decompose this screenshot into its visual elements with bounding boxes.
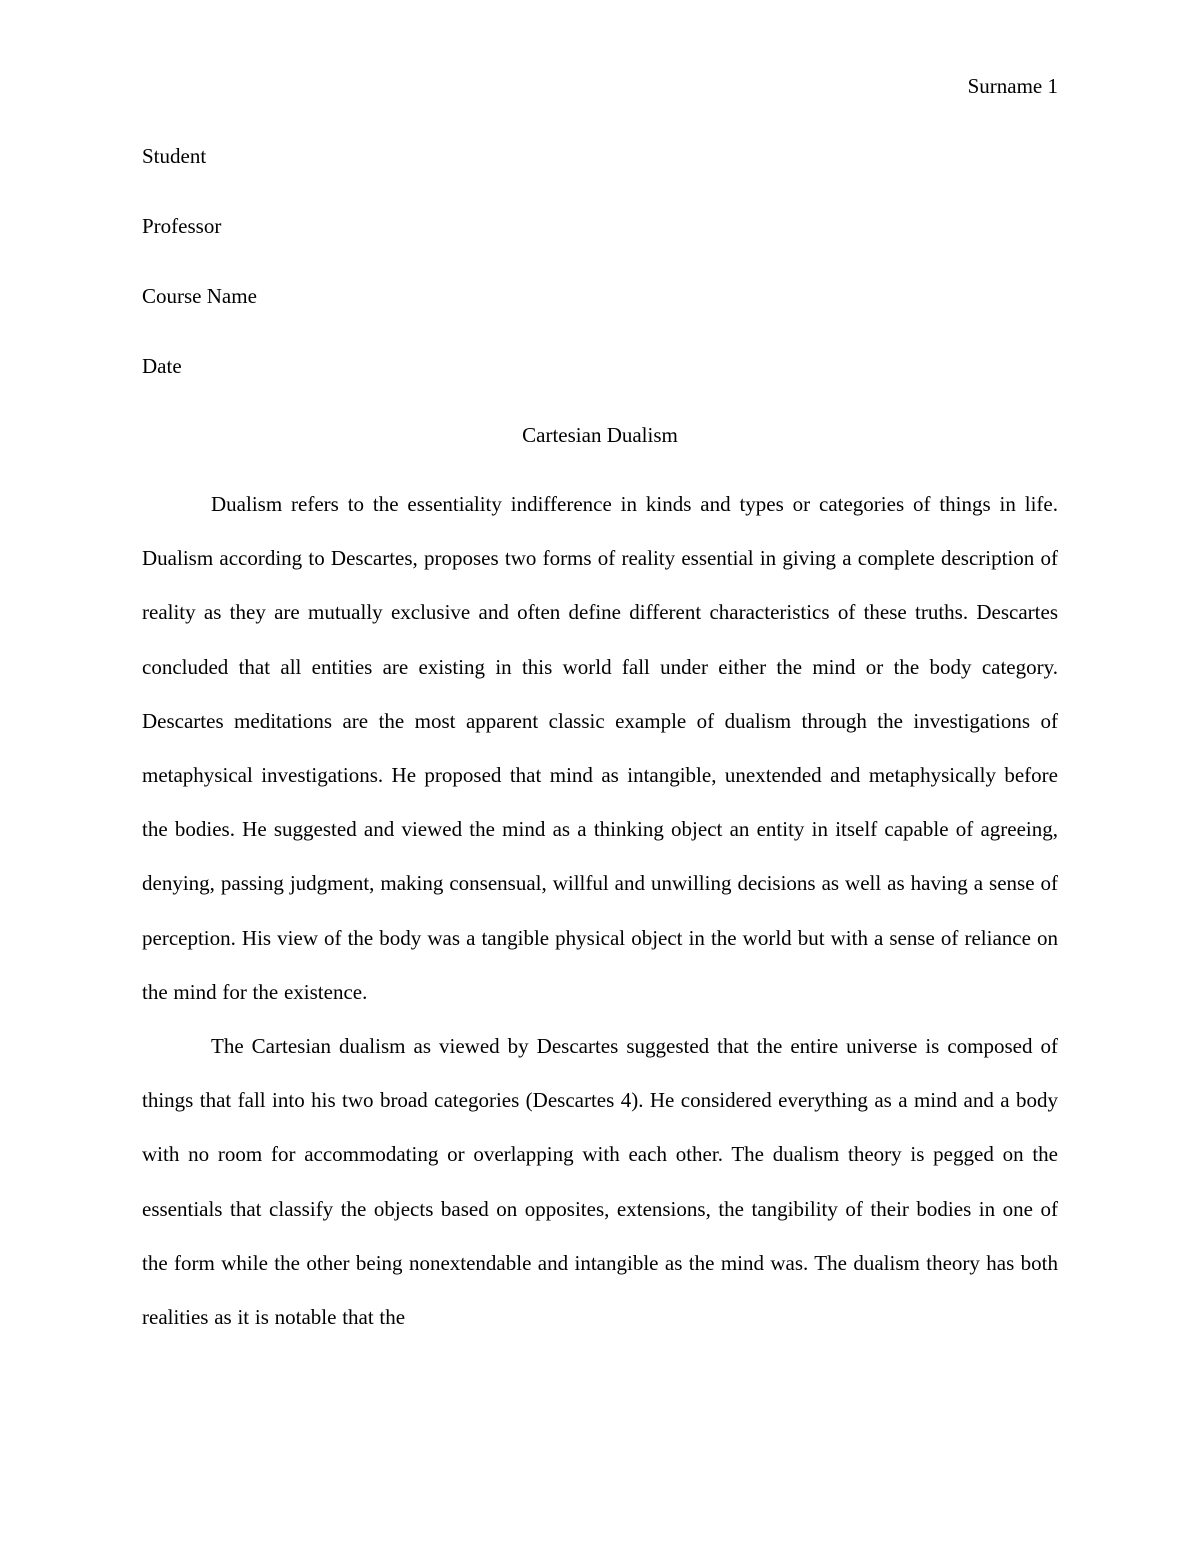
professor-name: Professor (142, 214, 222, 238)
paragraph-1: Dualism refers to the essentiality indifference in kinds and types or categories of things in life. Dualism according to Descartes, proposes two forms of reality essential in giving a complete description of reality as they are mutually exclusive and often define different characteristics of these truths. Descartes concluded that all entities are existing in this world fall under either the mind or the body category. Descartes meditations are the most apparent classic example of dualism through the investigations of metaphysical investigations. He proposed that mind as intangible, unextended and metaphysically before the bodies. He suggested and viewed the mind as a thinking object an entity in itself capable of agreeing, denying, passing judgment, making consensual, willful and unwilling decisions as well as having a sense of perception. His view of the body was a tangible physical object in the world but with a sense of reliance on the mind for the existence. (142, 492, 1058, 1004)
paragraph-2: The Cartesian dualism as viewed by Descartes suggested that the entire universe is composed of things that fall into his two broad categories (Descartes 4). He considered everything as a mind and a body with no room for accommodating or overlapping with each other. The dualism theory is pegged on the essentials that classify the objects based on opposites, extensions, the tangibility of their bodies in one of the form while the other being nonextendable and intangible as the mind was. The dualism theory has both realities as it is notable that the (142, 1034, 1058, 1330)
date-line: Date (142, 354, 182, 378)
essay-body (142, 477, 1058, 1344)
essay-title: Cartesian Dualism (522, 423, 678, 447)
mla-heading (142, 144, 1058, 424)
running-head: Surname 1 (967, 74, 1058, 98)
course-name: Course Name (142, 284, 257, 308)
student-name: Student (142, 144, 207, 168)
